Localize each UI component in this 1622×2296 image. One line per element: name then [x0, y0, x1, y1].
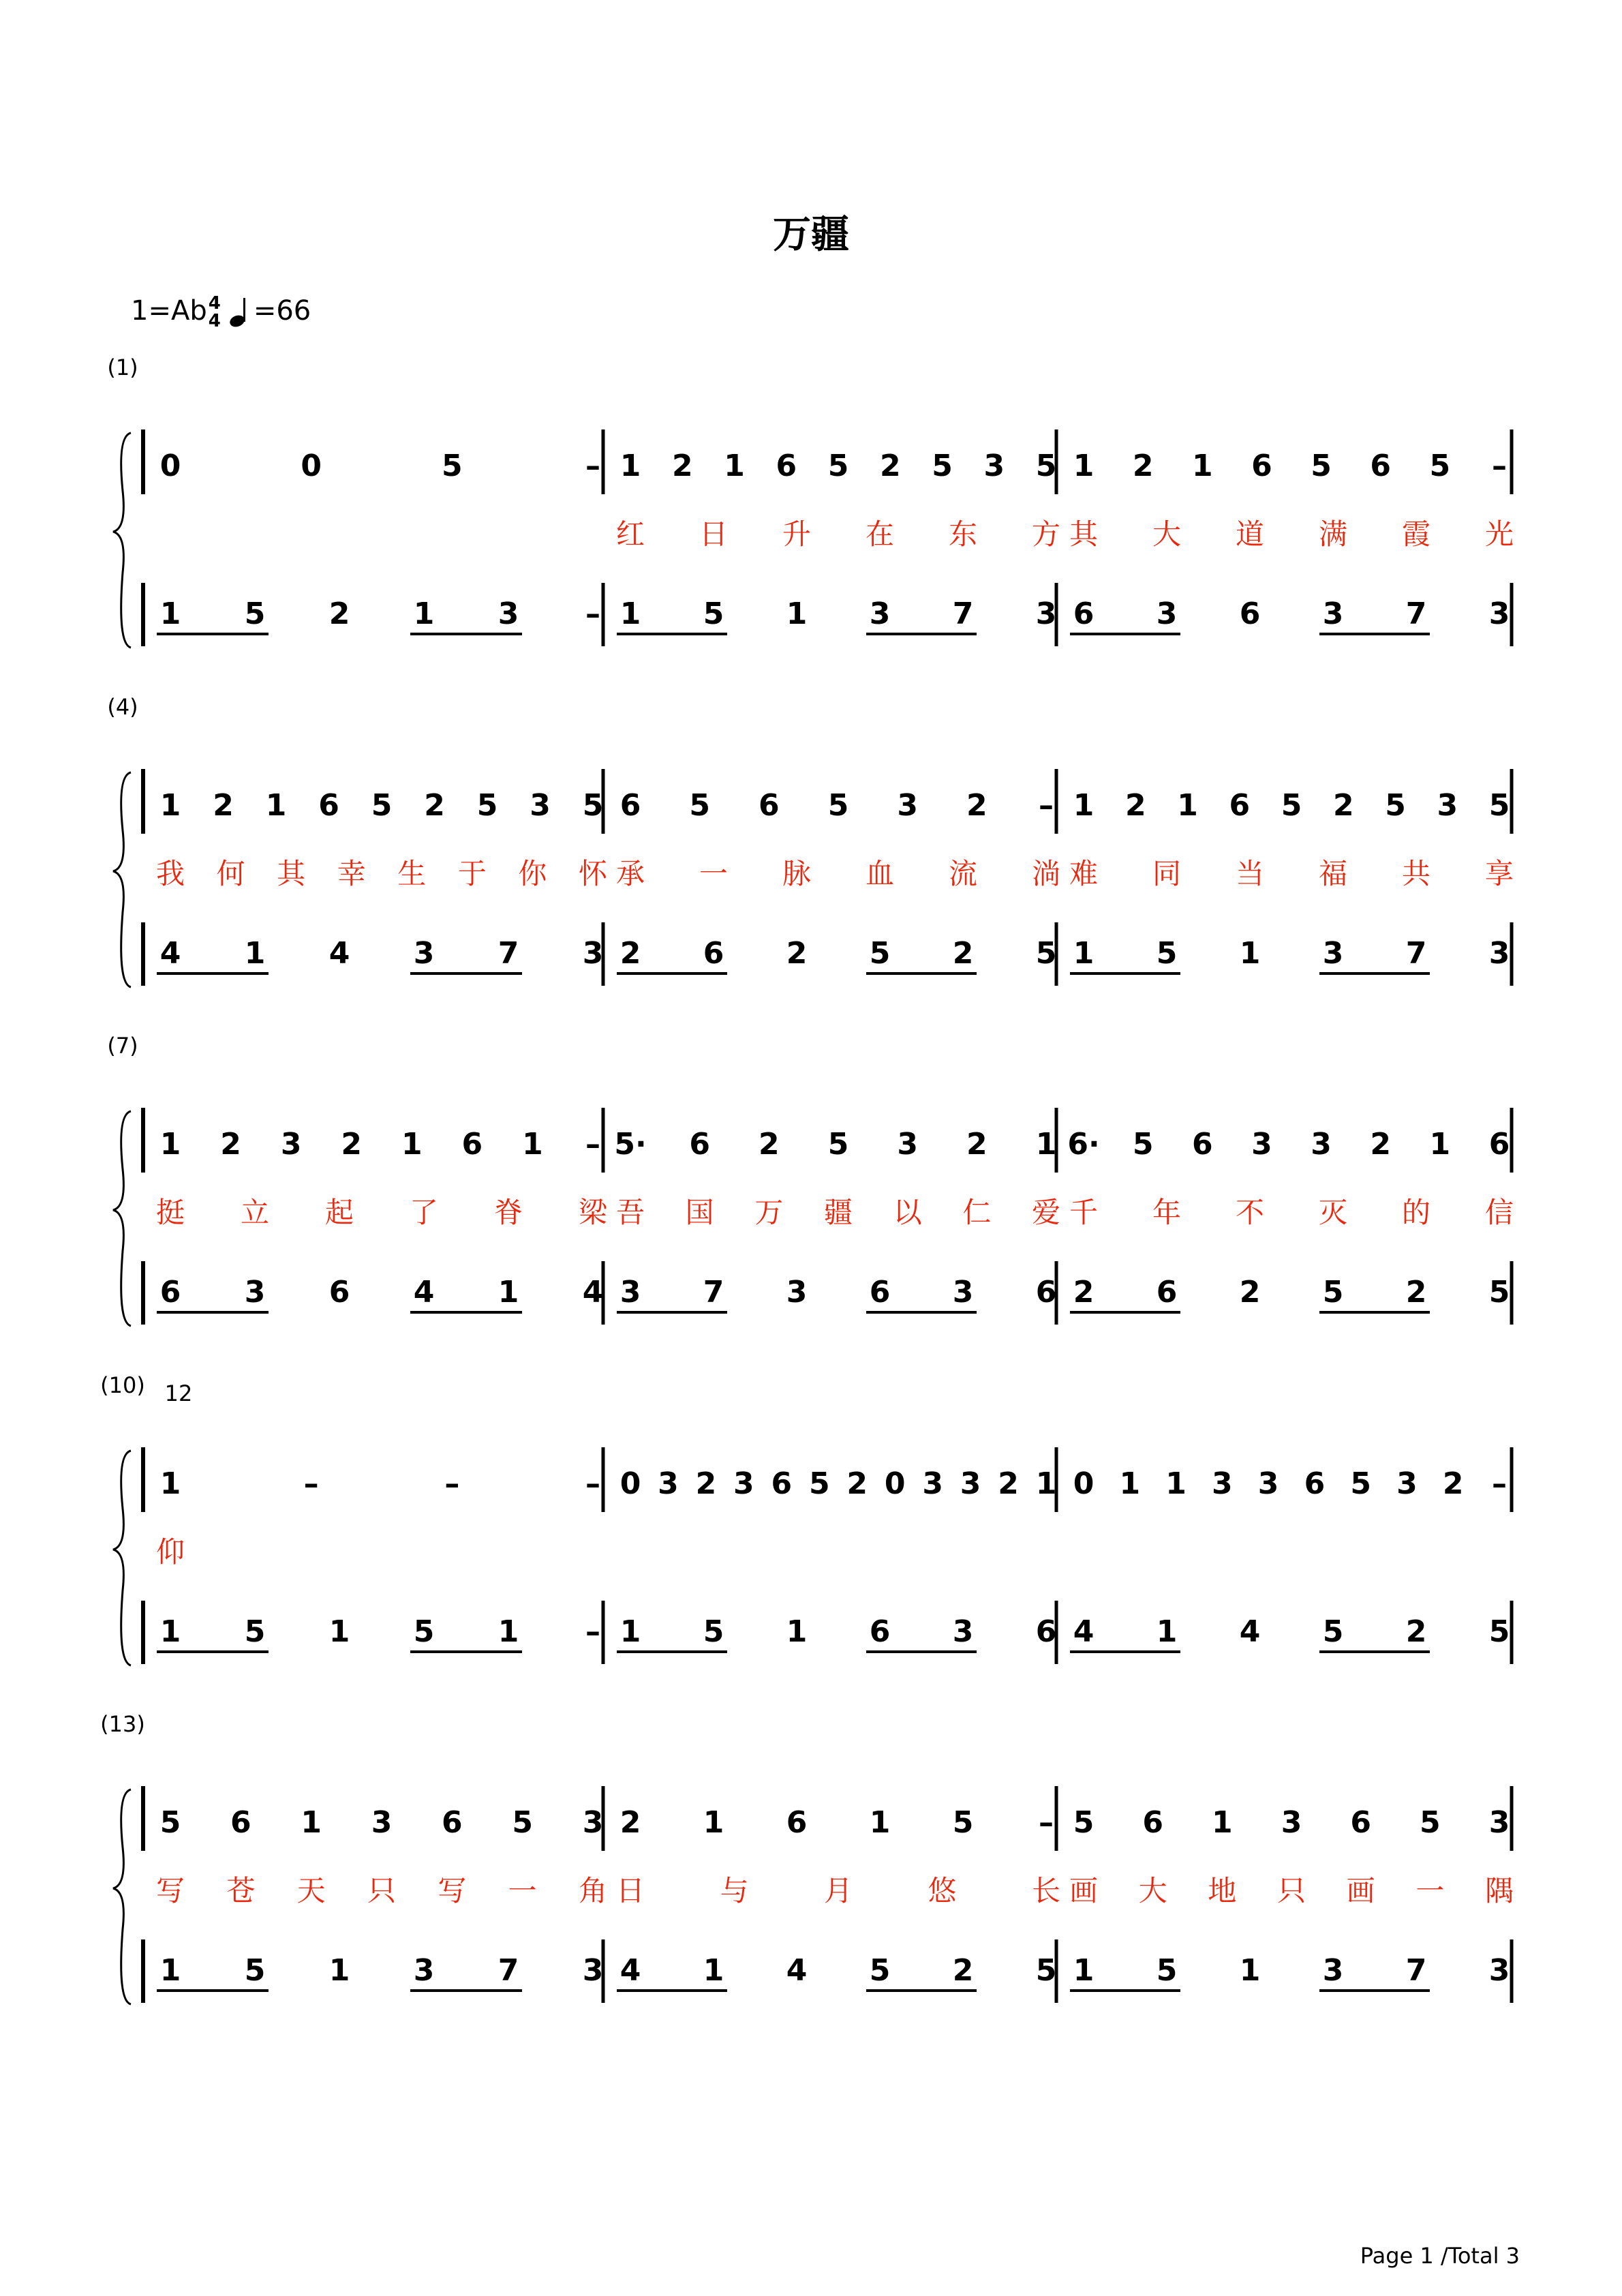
lyric-char: 悠	[928, 1874, 957, 1907]
melody-note: 2	[1442, 1466, 1464, 1501]
melody-note: 3	[1251, 1127, 1272, 1162]
melody-note: 5	[952, 1805, 974, 1840]
melody-note: 5	[808, 1466, 830, 1501]
lyric-char: 承	[615, 857, 645, 890]
lyric-char: 天	[296, 1874, 326, 1907]
bass-note: 1	[619, 1614, 641, 1649]
melody-note: 6	[1370, 449, 1392, 483]
melody-note: 3	[658, 1466, 679, 1501]
bass-note: 5	[244, 596, 266, 631]
bass-note: 6	[159, 1275, 181, 1310]
bass-note: 5	[1488, 1275, 1510, 1310]
melody-note: 5	[1035, 449, 1057, 483]
bass-note: 1	[328, 1953, 350, 1988]
melody-note: 3	[922, 1466, 943, 1501]
melody-note: 5	[442, 449, 463, 483]
bass-note: 3	[498, 596, 519, 631]
melody-note: 5	[932, 449, 953, 483]
bass-note: 1	[1239, 1953, 1261, 1988]
bass-note: 6	[703, 936, 724, 971]
lyric-char: 画	[1069, 1874, 1099, 1907]
lyric-char: 吾	[615, 1196, 645, 1229]
melody-note: 5	[512, 1805, 533, 1840]
lyric-char: 生	[397, 857, 427, 890]
lyric-char: 日	[615, 1874, 645, 1907]
melody-note: 5·	[614, 1127, 647, 1162]
lyric-char: 与	[720, 1874, 749, 1907]
melody-note: 2	[1132, 449, 1154, 483]
lyric-char: 仰	[155, 1535, 185, 1569]
melody-note: 3	[1212, 1466, 1233, 1501]
bass-note: 4	[1239, 1614, 1261, 1649]
lyric-char: 挺	[155, 1196, 185, 1229]
lyric-char: 怀	[578, 857, 608, 890]
bass-note: –	[585, 1614, 600, 1649]
melody-note: 1	[1035, 1127, 1057, 1162]
bass-note: 1	[244, 936, 266, 971]
melody-note: 5	[371, 788, 393, 823]
bass-note: 3	[1488, 596, 1510, 631]
lyric-char: 大	[1138, 1874, 1167, 1907]
measure-number: (1)	[107, 354, 138, 380]
bass-note: 3	[952, 1614, 974, 1649]
melody-note: 6	[759, 788, 780, 823]
lyric-char: 爱	[1031, 1196, 1061, 1229]
bass-note: 1	[1239, 936, 1261, 971]
lyric-char: 福	[1318, 857, 1348, 890]
lyric-char: 写	[438, 1874, 467, 1907]
lyric-char: 满	[1318, 517, 1348, 551]
lyric-char: 千	[1069, 1196, 1099, 1229]
bass-note: 5	[413, 1614, 435, 1649]
lyric-char: 年	[1152, 1196, 1182, 1229]
melody-note: 1	[1429, 1127, 1451, 1162]
melody-note: 6	[689, 1127, 710, 1162]
melody-note: 6·	[1067, 1127, 1100, 1162]
lyric-char: 何	[216, 857, 245, 890]
melody-note: 5	[476, 788, 498, 823]
bass-note: 3	[786, 1275, 808, 1310]
melody-note: 6	[318, 788, 339, 823]
melody-note: 1	[619, 449, 641, 483]
measure-number: (7)	[107, 1033, 138, 1059]
melody-note: 1	[1165, 1466, 1187, 1501]
bass-note: 1	[413, 596, 435, 631]
melody-note: 0	[884, 1466, 906, 1501]
bass-note: 3	[413, 1953, 435, 1988]
melody-note: 6	[619, 788, 641, 823]
lyric-char: 只	[367, 1874, 397, 1907]
bass-note: 2	[619, 936, 641, 971]
bass-note: 3	[1322, 596, 1344, 631]
bass-note: 6	[328, 1275, 350, 1310]
bass-note: 1	[498, 1275, 519, 1310]
melody-note: 3	[1281, 1805, 1302, 1840]
lyric-char: 角	[578, 1874, 608, 1907]
melody-note: 3	[733, 1466, 754, 1501]
bass-note: 7	[498, 936, 519, 971]
melody-note: 5	[1420, 1805, 1441, 1840]
melody-note: 3	[280, 1127, 302, 1162]
melody-note: 2	[695, 1466, 717, 1501]
melody-note: 5	[1429, 449, 1451, 483]
lyric-char: 以	[893, 1196, 922, 1229]
melody-note: 1	[703, 1805, 724, 1840]
melody-note: 6	[1142, 1805, 1163, 1840]
lyric-char: 道	[1235, 517, 1265, 551]
bass-note: 2	[952, 936, 974, 971]
bass-note: 5	[1322, 1275, 1344, 1310]
lyric-char: 仁	[962, 1196, 992, 1229]
measure-number: (13)	[100, 1711, 145, 1737]
lyric-char: 大	[1152, 517, 1182, 551]
bass-note: 1	[1073, 1953, 1095, 1988]
lyric-char: 于	[457, 857, 487, 890]
melody-note: 2	[341, 1127, 363, 1162]
melody-note: 2	[671, 449, 693, 483]
melody-note: 1	[159, 1466, 181, 1501]
melody-note: 1	[159, 788, 181, 823]
melody-note: 6	[786, 1805, 808, 1840]
time-sig-top: 4	[208, 293, 221, 314]
bass-note: 6	[1156, 1275, 1178, 1310]
bass-note: 4	[619, 1953, 641, 1988]
lyric-char: 灭	[1318, 1196, 1348, 1229]
bass-note: 3	[413, 936, 435, 971]
melody-note: 2	[220, 1127, 241, 1162]
bass-note: 2	[1073, 1275, 1095, 1310]
bass-note: 4	[582, 1275, 604, 1310]
bass-note: 1	[1156, 1614, 1178, 1649]
bass-note: 5	[1035, 936, 1057, 971]
melody-note: 2	[846, 1466, 868, 1501]
bass-note: 2	[1405, 1614, 1427, 1649]
bass-note: 5	[869, 1953, 891, 1988]
lyric-char: 脊	[493, 1196, 523, 1229]
melody-note: 6	[1304, 1466, 1326, 1501]
bass-note: 5	[1156, 1953, 1178, 1988]
bass-note: 5	[703, 1614, 724, 1649]
bass-note: 3	[1322, 1953, 1344, 1988]
melody-note: 3	[983, 449, 1005, 483]
key-signature: 1=Ab	[131, 295, 207, 327]
melody-note: 5	[1311, 449, 1332, 483]
bass-note: 4	[786, 1953, 808, 1988]
lyric-char: 其	[277, 857, 306, 890]
melody-note: –	[1039, 788, 1054, 823]
melody-note: 3	[1437, 788, 1458, 823]
melody-note: 6	[771, 1466, 793, 1501]
lyric-char: 月	[823, 1874, 853, 1907]
bass-note: 5	[1488, 1614, 1510, 1649]
bass-note: 7	[952, 596, 974, 631]
lyric-char: 同	[1152, 857, 1182, 890]
lyric-char: 立	[240, 1196, 270, 1229]
bass-note: 3	[582, 1953, 604, 1988]
melody-note: 3	[960, 1466, 981, 1501]
bass-note: 6	[869, 1614, 891, 1649]
lyric-char: 起	[324, 1196, 354, 1229]
system-brace	[113, 772, 131, 987]
melody-note: 1	[724, 449, 745, 483]
bass-note: 1	[498, 1614, 519, 1649]
melody-note: 6	[1488, 1127, 1510, 1162]
lyric-char: 血	[865, 857, 895, 890]
melody-note: 3	[582, 1805, 604, 1840]
bass-note: 6	[1035, 1614, 1057, 1649]
system-brace	[113, 1451, 131, 1665]
bass-note: 6	[1035, 1275, 1057, 1310]
lyric-char: 画	[1346, 1874, 1375, 1907]
bass-note: 5	[869, 936, 891, 971]
melody-note: 1	[301, 1805, 322, 1840]
melody-note: 1	[1191, 449, 1213, 483]
melody-note: 1	[1177, 788, 1198, 823]
melody-note: –	[1039, 1805, 1054, 1840]
lyric-char: 流	[948, 857, 978, 890]
melody-note: 5	[582, 788, 604, 823]
melody-note: 6	[1350, 1805, 1371, 1840]
bass-note: 3	[1488, 1953, 1510, 1988]
bass-note: 7	[1405, 936, 1427, 971]
measure-number: (10)	[100, 1372, 145, 1398]
melody-note: 2	[966, 1127, 988, 1162]
melody-note: –	[585, 449, 600, 483]
bass-note: 7	[1405, 596, 1427, 631]
system-brace	[113, 1789, 131, 2004]
melody-note: 1	[159, 1127, 181, 1162]
melody-note: 2	[213, 788, 234, 823]
lyric-char: 光	[1484, 517, 1514, 551]
melody-note: –	[1492, 449, 1507, 483]
lyric-char: 霞	[1401, 517, 1431, 551]
bass-note: 1	[786, 1614, 808, 1649]
bass-note: 3	[619, 1275, 641, 1310]
bass-note: 7	[703, 1275, 724, 1310]
bass-note: 3	[869, 596, 891, 631]
melody-note: 5	[159, 1805, 181, 1840]
melody-note: 3	[1257, 1466, 1279, 1501]
melody-note: 3	[1311, 1127, 1332, 1162]
lyric-char: 长	[1031, 1874, 1061, 1907]
bass-note: 1	[159, 1953, 181, 1988]
melody-note: 1	[522, 1127, 543, 1162]
melody-note: 2	[759, 1127, 780, 1162]
melody-note: 3	[1396, 1466, 1418, 1501]
melody-note: 6	[776, 449, 797, 483]
melody-note: 1	[1073, 788, 1095, 823]
lyric-char: 在	[865, 517, 895, 551]
page-footer: Page 1 /Total 3	[1360, 2243, 1520, 2269]
bass-note: 5	[244, 1953, 266, 1988]
melody-note: 1	[1212, 1805, 1233, 1840]
bass-note: 4	[413, 1275, 435, 1310]
lyric-char: 享	[1484, 857, 1514, 890]
melody-note: 1	[869, 1805, 891, 1840]
bass-note: 4	[328, 936, 350, 971]
melody-note: 6	[1251, 449, 1272, 483]
lyric-char: 不	[1235, 1196, 1265, 1229]
melody-note: 1	[265, 788, 287, 823]
lyric-char: 万	[754, 1196, 784, 1229]
lyric-char: 一	[1416, 1874, 1445, 1907]
melody-note: 2	[966, 788, 988, 823]
melody-note: 5	[1281, 788, 1302, 823]
melody-note: 5	[1385, 788, 1406, 823]
lyric-char: 当	[1235, 857, 1265, 890]
lyric-char: 疆	[823, 1196, 853, 1229]
melody-note: 6	[1229, 788, 1251, 823]
melody-note: 6	[461, 1127, 483, 1162]
page-title: 万疆	[773, 213, 849, 257]
melody-note: 0	[1073, 1466, 1095, 1501]
melody-note: 2	[1124, 788, 1146, 823]
lyric-char: 写	[155, 1874, 185, 1907]
lyric-char: 升	[782, 517, 812, 551]
lyric-char: 淌	[1031, 857, 1061, 890]
lyric-char: 隅	[1484, 1874, 1514, 1907]
bass-note: 2	[328, 596, 350, 631]
bass-note: 3	[1156, 596, 1178, 631]
bass-note: 5	[703, 596, 724, 631]
lyric-char: 国	[685, 1196, 714, 1229]
bass-note: 3	[582, 936, 604, 971]
bass-note: 1	[328, 1614, 350, 1649]
melody-note: 2	[424, 788, 445, 823]
grace-note: 12	[164, 1380, 193, 1406]
bass-note: 1	[703, 1953, 724, 1988]
melody-note: 3	[371, 1805, 393, 1840]
bass-note: 4	[1073, 1614, 1095, 1649]
lyric-char: 苍	[226, 1874, 256, 1907]
lyric-char: 一	[508, 1874, 537, 1907]
melody-note: 0	[619, 1466, 641, 1501]
melody-note: –	[444, 1466, 460, 1501]
melody-note: 2	[619, 1805, 641, 1840]
bass-note: 1	[159, 596, 181, 631]
lyric-char: 信	[1484, 1196, 1514, 1229]
bass-note: 3	[244, 1275, 266, 1310]
melody-note: 6	[230, 1805, 251, 1840]
melody-note: 2	[879, 449, 901, 483]
melody-note: 0	[159, 449, 181, 483]
bass-note: 5	[1322, 1614, 1344, 1649]
bass-note: 1	[619, 596, 641, 631]
melody-note: 5	[1073, 1805, 1095, 1840]
lyric-char: 其	[1069, 517, 1099, 551]
melody-note: 5	[689, 788, 710, 823]
bass-note: 3	[952, 1275, 974, 1310]
melody-note: 0	[301, 449, 322, 483]
melody-note: –	[303, 1466, 319, 1501]
lyric-char: 了	[409, 1196, 439, 1229]
bass-note: 5	[244, 1614, 266, 1649]
melody-note: 3	[897, 1127, 918, 1162]
melody-note: 3	[897, 788, 918, 823]
lyric-char: 红	[615, 517, 645, 551]
melody-note: 1	[1073, 449, 1095, 483]
melody-note: 1	[1119, 1466, 1141, 1501]
bass-note: –	[585, 596, 600, 631]
lyric-char: 共	[1401, 857, 1431, 890]
bass-note: 1	[1073, 936, 1095, 971]
bass-note: 5	[1156, 936, 1178, 971]
system-brace	[113, 433, 131, 648]
bass-note: 6	[1073, 596, 1095, 631]
lyric-char: 脉	[782, 857, 812, 890]
bass-note: 2	[1405, 1275, 1427, 1310]
melody-note: 1	[401, 1127, 423, 1162]
bass-note: 6	[869, 1275, 891, 1310]
melody-note: 2	[998, 1466, 1019, 1501]
melody-note: –	[1492, 1466, 1507, 1501]
melody-note: 2	[1370, 1127, 1392, 1162]
lyric-char: 的	[1401, 1196, 1431, 1229]
melody-note: 2	[1332, 788, 1354, 823]
bass-note: 1	[159, 1614, 181, 1649]
lyric-char: 只	[1276, 1874, 1306, 1907]
bass-note: 7	[498, 1953, 519, 1988]
bass-note: 2	[786, 936, 808, 971]
melody-note: 5	[827, 788, 849, 823]
bass-note: 1	[786, 596, 808, 631]
melody-note: 6	[442, 1805, 463, 1840]
melody-note: 3	[530, 788, 551, 823]
lyric-char: 难	[1069, 857, 1099, 890]
lyric-char: 一	[699, 857, 729, 890]
bass-note: 7	[1405, 1953, 1427, 1988]
melody-note: 1	[1035, 1466, 1057, 1501]
tempo: =66	[253, 295, 311, 327]
lyric-char: 方	[1031, 517, 1061, 551]
bass-note: 4	[159, 936, 181, 971]
time-sig-bottom: 4	[208, 311, 221, 331]
melody-note: –	[585, 1127, 600, 1162]
bass-note: 2	[1239, 1275, 1261, 1310]
lyric-char: 你	[518, 857, 547, 890]
bass-note: 2	[952, 1953, 974, 1988]
melody-note: 5	[1132, 1127, 1154, 1162]
melody-note: 5	[1350, 1466, 1371, 1501]
bass-note: 3	[1322, 936, 1344, 971]
lyric-char: 幸	[337, 857, 366, 890]
lyric-char: 地	[1208, 1874, 1237, 1907]
system-brace	[113, 1111, 131, 1326]
bass-note: 5	[1035, 1953, 1057, 1988]
lyric-char: 东	[948, 517, 978, 551]
melody-note: 5	[827, 1127, 849, 1162]
melody-note: 5	[1488, 788, 1510, 823]
melody-note: –	[585, 1466, 600, 1501]
bass-note: 3	[1488, 936, 1510, 971]
measure-number: (4)	[107, 694, 138, 720]
melody-note: 6	[1191, 1127, 1213, 1162]
melody-note: 3	[1488, 1805, 1510, 1840]
lyric-char: 梁	[578, 1196, 608, 1229]
lyric-char: 我	[155, 857, 185, 890]
lyric-char: 日	[699, 517, 729, 551]
bass-note: 3	[1035, 596, 1057, 631]
melody-note: 5	[827, 449, 849, 483]
bass-note: 6	[1239, 596, 1261, 631]
